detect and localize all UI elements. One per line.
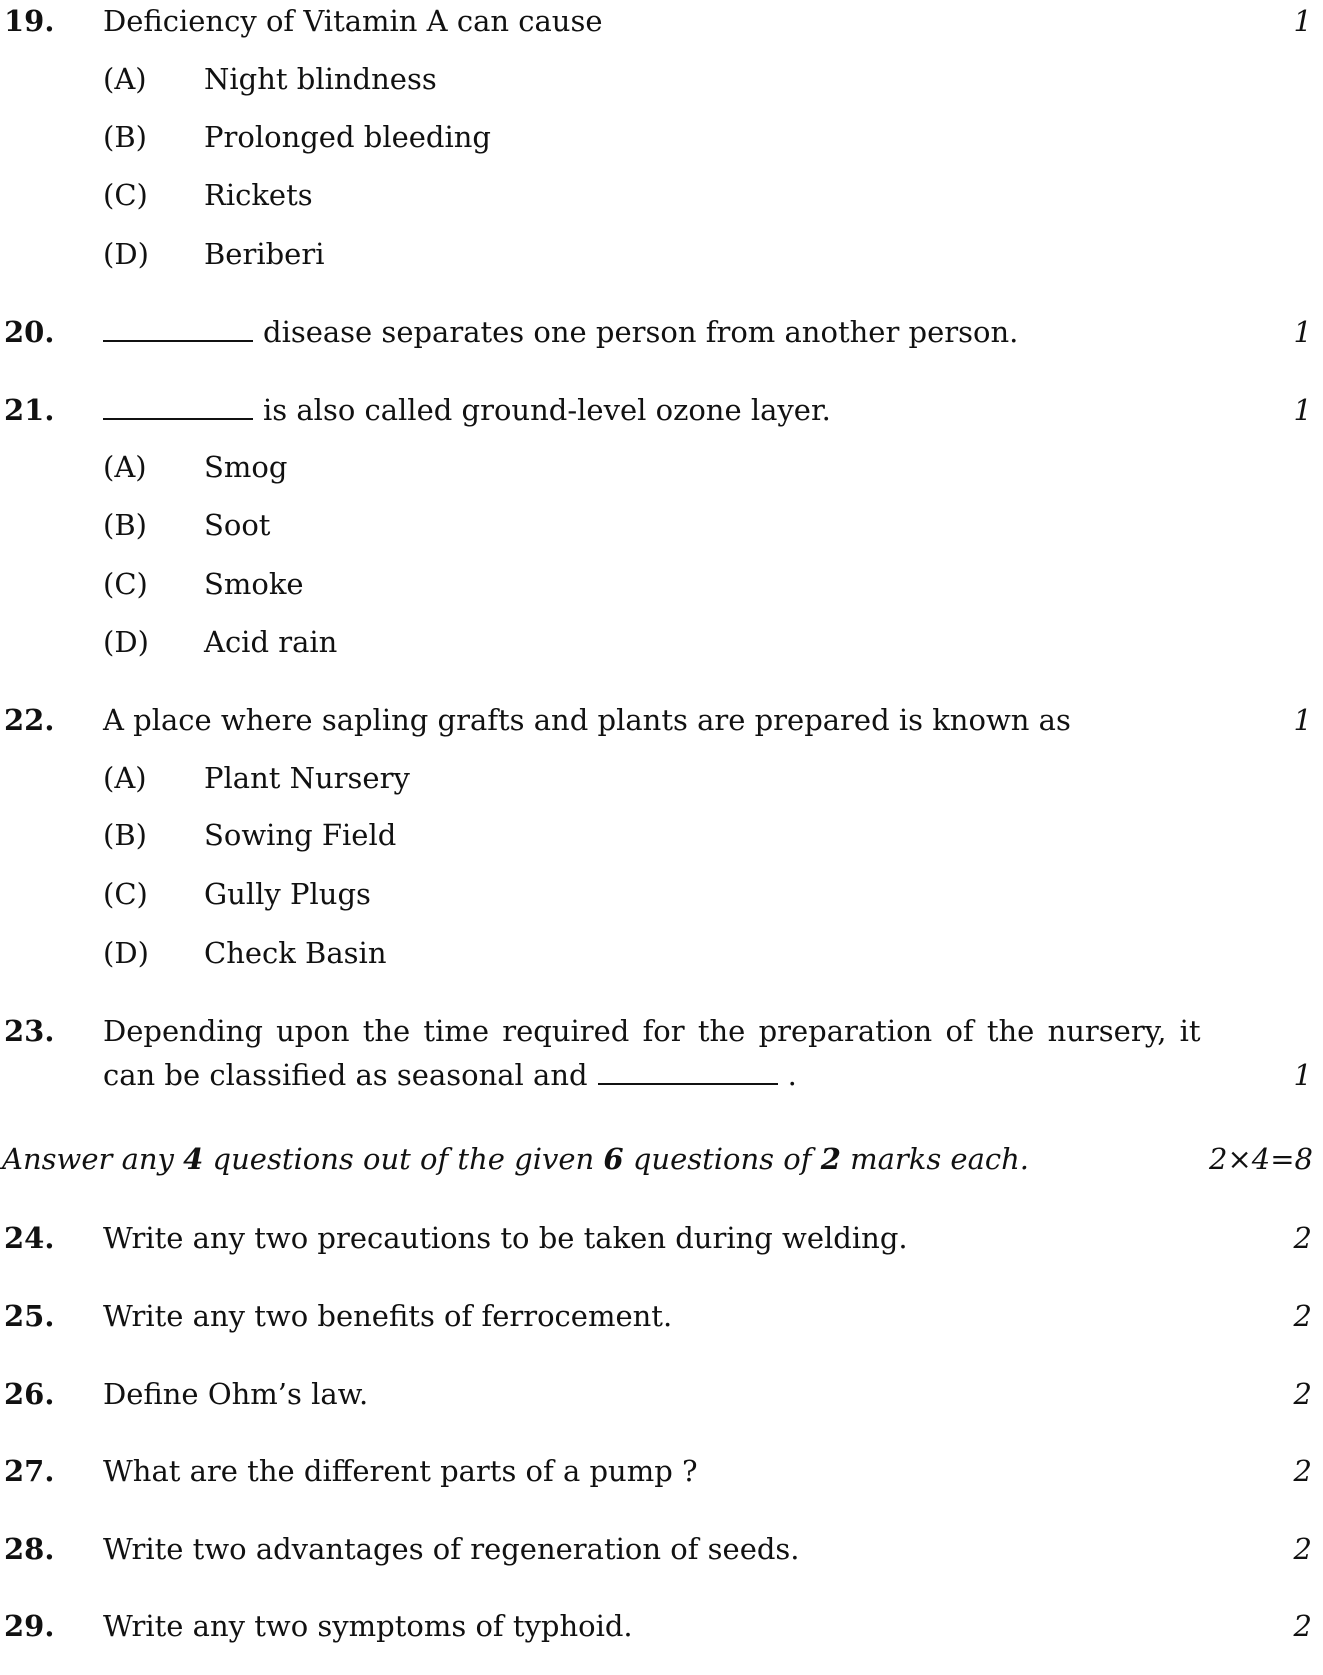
question-text: Write two advantages of regeneration of seeds. [103, 1532, 800, 1566]
marks: 1 [1293, 393, 1312, 427]
marks: 2 [1293, 1609, 1312, 1643]
instruction-text: Answer any [2, 1142, 184, 1176]
option-label: (C) [103, 877, 148, 911]
marks: 1 [1293, 4, 1312, 38]
question-text: Define Ohm’s law. [103, 1377, 369, 1411]
question-number: 26. [4, 1377, 55, 1411]
question-26 [0, 1374, 1323, 1414]
option-text: Night blindness [204, 62, 437, 96]
option-label: (D) [103, 625, 149, 659]
option-label: (A) [103, 62, 147, 96]
option-label: (D) [103, 936, 149, 970]
marks: 1 [1293, 1058, 1312, 1092]
question-number: 27. [4, 1454, 55, 1488]
instruction-number: 4 [183, 1142, 204, 1176]
question-29 [0, 1606, 1323, 1646]
option-text: Plant Nursery [204, 761, 410, 795]
question-text: Write any two benefits of ferrocement. [103, 1299, 673, 1333]
option-a [0, 758, 1323, 798]
question-text: disease separates one person from another person. [263, 315, 1019, 349]
option-b [0, 815, 1323, 855]
option-label: (B) [103, 818, 147, 852]
instruction-text: marks each. [840, 1142, 1030, 1176]
question-text: Depending upon the time required for the preparation of the nursery, it [103, 1014, 1201, 1048]
marks: 1 [1293, 315, 1312, 349]
option-text: Smoke [204, 567, 304, 601]
question-28 [0, 1529, 1323, 1569]
instruction-text: questions out of the given [203, 1142, 604, 1176]
instruction-number: 2 [820, 1142, 841, 1176]
answer-blank [598, 1057, 778, 1085]
question-number: 22. [4, 703, 55, 737]
option-b [0, 505, 1323, 545]
option-text: Beriberi [204, 237, 325, 271]
option-label: (D) [103, 237, 149, 271]
question-number: 23. [4, 1014, 55, 1048]
option-label: (C) [103, 178, 148, 212]
question-text: Deficiency of Vitamin A can cause [103, 4, 603, 38]
option-d [0, 234, 1323, 274]
option-label: (B) [103, 508, 147, 542]
option-label: (A) [103, 761, 147, 795]
option-c [0, 175, 1323, 215]
marks: 1 [1293, 703, 1312, 737]
answer-blank [103, 392, 253, 420]
option-d [0, 622, 1323, 662]
question-24 [0, 1218, 1323, 1258]
option-label: (A) [103, 450, 147, 484]
marks: 2 [1293, 1532, 1312, 1566]
period: . [787, 1058, 797, 1092]
marks: 2 [1293, 1454, 1312, 1488]
option-text: Smog [204, 450, 288, 484]
question-text: A place where sapling grafts and plants are prepared is known as [103, 703, 1071, 737]
option-text: Acid rain [204, 625, 338, 659]
option-label: (C) [103, 567, 148, 601]
marks: 2 [1293, 1299, 1312, 1333]
question-text: What are the different parts of a pump ? [103, 1454, 698, 1488]
question-number: 25. [4, 1299, 55, 1333]
question-text: is also called ground-level ozone layer. [263, 393, 831, 427]
option-label: (B) [103, 120, 147, 154]
question-25 [0, 1296, 1323, 1336]
option-a [0, 447, 1323, 487]
option-c [0, 564, 1323, 604]
answer-blank [103, 314, 253, 342]
option-a [0, 59, 1323, 99]
option-text: Soot [204, 508, 271, 542]
question-27 [0, 1451, 1323, 1491]
question-text: can be classified as seasonal and [103, 1058, 588, 1092]
instruction-text: questions of [623, 1142, 821, 1176]
question-number: 20. [4, 315, 55, 349]
section-instruction [0, 1139, 1323, 1179]
marks: 2 [1293, 1221, 1312, 1255]
question-number: 19. [4, 4, 55, 38]
question-text: Write any two symptoms of typhoid. [103, 1609, 633, 1643]
question-number: 29. [4, 1609, 55, 1643]
marks: 2 [1293, 1377, 1312, 1411]
option-d [0, 933, 1323, 973]
question-text: Write any two precautions to be taken during welding. [103, 1221, 908, 1255]
option-text: Rickets [204, 178, 313, 212]
instruction-number: 6 [603, 1142, 624, 1176]
option-c [0, 874, 1323, 914]
option-b [0, 117, 1323, 157]
question-number: 21. [4, 393, 55, 427]
section-marks: 2×4=8 [1209, 1142, 1313, 1176]
question-number: 28. [4, 1532, 55, 1566]
question-number: 24. [4, 1221, 55, 1255]
option-text: Sowing Field [204, 818, 397, 852]
option-text: Check Basin [204, 936, 387, 970]
option-text: Prolonged bleeding [204, 120, 491, 154]
option-text: Gully Plugs [204, 877, 371, 911]
